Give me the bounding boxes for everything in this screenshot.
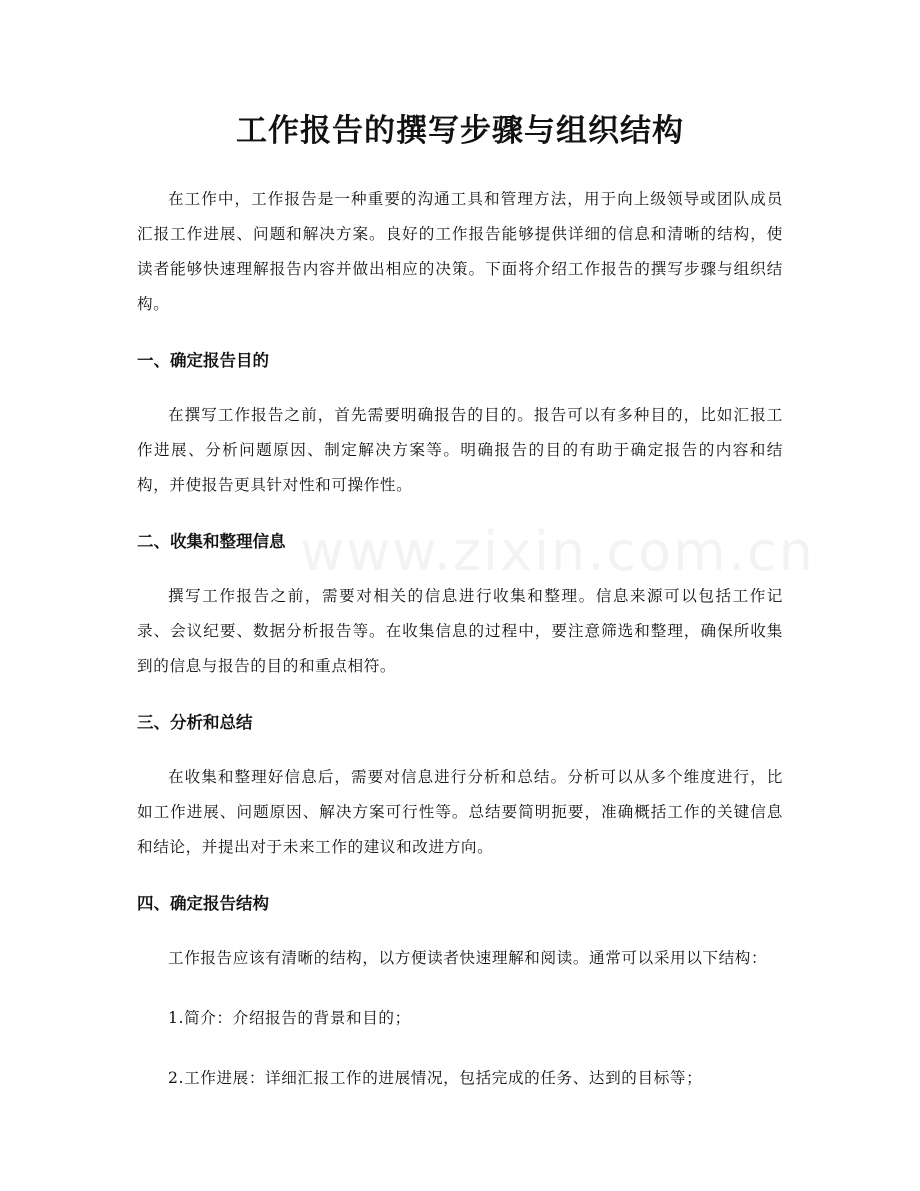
section-body-2: 撰写工作报告之前，需要对相关的信息进行收集和整理。信息来源可以包括工作记录、会议纪要、数据分析报告等。在收集信息的过程中，要注意筛选和整理，确保所收集到的信息与报告的目的和重点相符。: [137, 587, 783, 675]
section-body-1: 在撰写工作报告之前，首先需要明确报告的目的。报告可以有多种目的，比如汇报工作进展、分析问题原因、制定解决方案等。明确报告的目的有助于确定报告的内容和结构，并使报告更具针对性和可操作性。: [137, 406, 783, 494]
watermark: www.zixin.com.cn: [300, 520, 815, 583]
section-heading-2: 二、收集和整理信息: [137, 532, 286, 551]
section-body-4: 工作报告应该有清晰的结构，以方便读者快速理解和阅读。通常可以采用以下结构：: [168, 949, 768, 967]
list-item: 2.工作进展：详细汇报工作的进展情况，包括完成的任务、达到的目标等；: [168, 1069, 703, 1087]
intro-paragraph: 在工作中，工作报告是一种重要的沟通工具和管理方法，用于向上级领导或团队成员汇报工作进展、问题和解决方案。良好的工作报告能够提供详细的信息和清晰的结构，使读者能够快速理解报告内容并做出相应的决策。下面将介绍工作报告的撰写步骤与组织结构。: [137, 190, 783, 313]
section-body-3: 在收集和整理好信息后，需要对信息进行分析和总结。分析可以从多个维度进行，比如工作进展、问题原因、解决方案可行性等。总结要简明扼要，准确概括工作的关键信息和结论，并提出对于未来工作的建议和改进方向。: [137, 768, 783, 856]
list-item: 1.简介：介绍报告的背景和目的；: [168, 1009, 411, 1027]
section-heading-4: 四、确定报告结构: [137, 894, 269, 913]
section-heading-1: 一、确定报告目的: [137, 351, 269, 370]
section-heading-3: 三、分析和总结: [137, 713, 253, 732]
document-title: 工作报告的撰写步骤与组织结构: [236, 113, 684, 149]
document-body: [137, 182, 815, 1096]
